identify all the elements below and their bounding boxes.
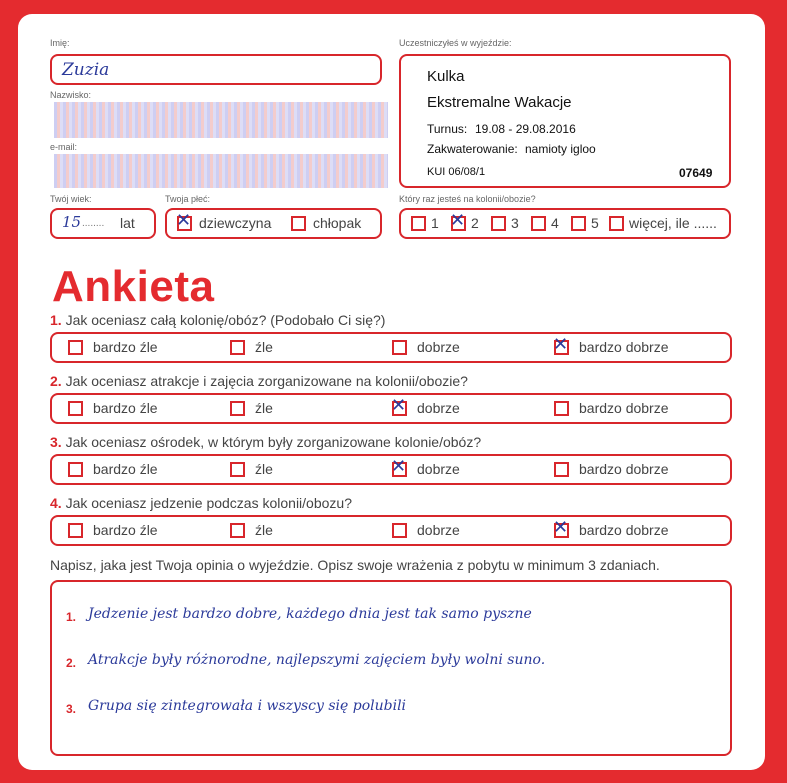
gender-option-label: chłopak [313, 215, 362, 231]
gender-checkbox-1[interactable] [291, 216, 306, 231]
accommodation-label: Zakwaterowanie: [427, 142, 518, 156]
opinion-field[interactable] [50, 580, 732, 756]
rating-option-label: bardzo dobrze [579, 339, 669, 355]
age-dots: ........ [82, 218, 105, 229]
rating-option-label: dobrze [417, 522, 460, 538]
times-checkbox-2[interactable] [491, 216, 506, 231]
age-value: 15 [62, 213, 82, 231]
rating-option-label: bardzo dobrze [579, 400, 669, 416]
question-number: 4. [50, 495, 62, 511]
question-number: 3. [50, 434, 62, 450]
rating-checkbox[interactable] [68, 462, 83, 477]
rating-checkbox[interactable] [230, 340, 245, 355]
surname-label: Nazwisko: [50, 90, 92, 100]
rating-option-label: źle [255, 461, 273, 477]
rating-option-label: bardzo dobrze [579, 522, 669, 538]
checkmark-icon: ✕ [176, 210, 192, 231]
turnus-label: Turnus: [427, 122, 468, 136]
rating-checkbox[interactable] [554, 462, 569, 477]
survey-form [18, 14, 765, 770]
question-text: Jak oceniasz całą kolonię/obóz? (Podobało Ci się?) [61, 312, 386, 328]
times-checkbox-4[interactable] [571, 216, 586, 231]
camp-info-box [399, 54, 731, 188]
times-option-label: 2 [471, 215, 479, 231]
question-4 [50, 495, 352, 511]
rating-checkbox[interactable] [230, 523, 245, 538]
times-option-label: 3 [511, 215, 519, 231]
rating-checkbox[interactable] [392, 523, 407, 538]
question-text: Jak oceniasz jedzenie podczas kolonii/obozu? [61, 495, 352, 511]
email-label: e-mail: [50, 142, 78, 152]
opinion-line-text: Jedzenie jest bardzo dobre, każdego dnia jest tak samo pyszne [88, 606, 532, 622]
name-label: Imię: [50, 38, 70, 48]
opinion-line-number: 1. [66, 610, 77, 624]
rating-option-label: bardzo źle [93, 339, 158, 355]
participant-label: Uczestniczyłeś w wyjeździe: [399, 38, 512, 48]
times-option-label: więcej, ile ...... [629, 215, 717, 231]
question-text: Jak oceniasz ośrodek, w którym były zorganizowane kolonie/obóz? [61, 434, 482, 450]
rating-row-4 [50, 515, 732, 546]
gender-option-label: dziewczyna [199, 215, 272, 231]
times-option-label: 1 [431, 215, 439, 231]
opinion-line-text: Grupa się zintegrowała i wszyscy się polubili [88, 698, 407, 714]
rating-checkbox[interactable] [553, 334, 569, 355]
gender-checkbox-0[interactable] [176, 210, 192, 231]
times-checkbox-1[interactable] [450, 210, 466, 231]
email-redacted [54, 154, 388, 188]
rating-option-label: dobrze [417, 339, 460, 355]
rating-checkbox[interactable] [391, 456, 407, 477]
rating-checkbox[interactable] [554, 401, 569, 416]
accommodation-value: namioty igloo [525, 142, 596, 156]
question-3 [50, 434, 481, 450]
question-number: 2. [50, 373, 62, 389]
rating-option-label: źle [255, 339, 273, 355]
times-checkbox-5[interactable] [609, 216, 624, 231]
rating-checkbox[interactable] [230, 462, 245, 477]
times-checkbox-0[interactable] [411, 216, 426, 231]
rating-option-label: bardzo dobrze [579, 461, 669, 477]
surname-redacted [54, 102, 388, 138]
rating-option-label: dobrze [417, 461, 460, 477]
rating-checkbox[interactable] [391, 395, 407, 416]
checkmark-icon: ✕ [553, 334, 569, 355]
opinion-prompt: Napisz, jaka jest Twoja opinia o wyjeździe. Opisz swoje wrażenia z pobytu w minimum 3 zdaniach. [50, 557, 660, 573]
name-field[interactable] [50, 54, 382, 85]
opinion-line-text: Atrakcje były różnorodne, najlepszymi zajęciem były wolni suno. [88, 652, 546, 668]
rating-row-2 [50, 393, 732, 424]
rating-option-label: bardzo źle [93, 400, 158, 416]
times-option-label: 4 [551, 215, 559, 231]
opinion-line-number: 2. [66, 656, 77, 670]
rating-row-3 [50, 454, 732, 485]
times-option-label: 5 [591, 215, 599, 231]
times-field [399, 208, 731, 239]
rating-option-label: bardzo źle [93, 522, 158, 538]
name-value: Zuzia [62, 60, 110, 80]
rating-option-label: bardzo źle [93, 461, 158, 477]
rating-option-label: źle [255, 522, 273, 538]
times-label: Który raz jesteś na kolonii/obozie? [399, 194, 536, 204]
question-text: Jak oceniasz atrakcje i zajęcia zorganizowane na kolonii/obozie? [61, 373, 468, 389]
checkmark-icon: ✕ [391, 395, 407, 416]
camp-number: 07649 [679, 166, 713, 180]
rating-checkbox[interactable] [392, 340, 407, 355]
age-label: Twój wiek: [50, 194, 92, 204]
times-checkbox-3[interactable] [531, 216, 546, 231]
rating-checkbox[interactable] [553, 517, 569, 538]
camp-name: Kulka [427, 68, 465, 85]
gender-field [165, 208, 382, 239]
rating-option-label: źle [255, 400, 273, 416]
rating-row-1 [50, 332, 732, 363]
checkmark-icon: ✕ [391, 456, 407, 477]
rating-checkbox[interactable] [68, 523, 83, 538]
question-1 [50, 312, 385, 328]
age-field[interactable] [50, 208, 156, 239]
rating-checkbox[interactable] [230, 401, 245, 416]
checkmark-icon: ✕ [450, 210, 466, 231]
gender-label: Twoja płeć: [165, 194, 211, 204]
rating-checkbox[interactable] [68, 401, 83, 416]
rating-checkbox[interactable] [68, 340, 83, 355]
turnus-value: 19.08 - 29.08.2016 [475, 122, 576, 136]
question-number: 1. [50, 312, 62, 328]
camp-code: KUI 06/08/1 [427, 166, 486, 178]
rating-option-label: dobrze [417, 400, 460, 416]
age-unit: lat [120, 215, 135, 231]
checkmark-icon: ✕ [553, 517, 569, 538]
question-2 [50, 373, 468, 389]
page-title: Ankieta [52, 262, 215, 311]
opinion-line-number: 3. [66, 702, 77, 716]
camp-program: Ekstremalne Wakacje [427, 94, 572, 111]
